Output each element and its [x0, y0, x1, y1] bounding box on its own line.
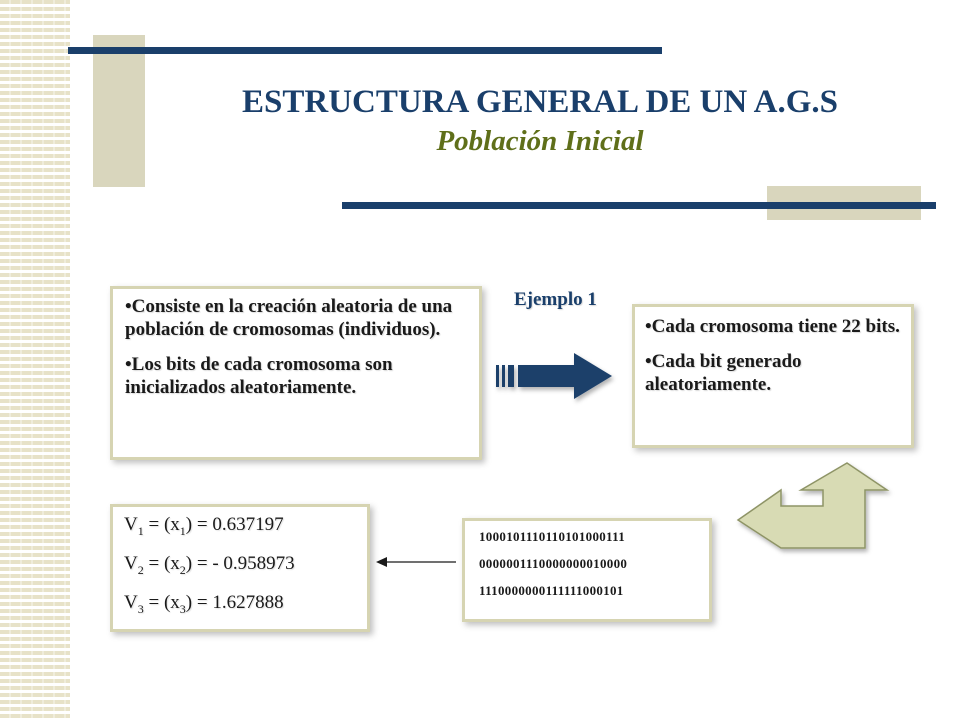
- left-stripe-border: [0, 0, 70, 720]
- chromosome-bits-box: [462, 518, 712, 622]
- value-row: $V_2 = (x_2)$ = - 0.958973: [124, 552, 295, 577]
- value-row: $V_1 = (x_1) = 0.637197$: [124, 514, 284, 538]
- value-number: 0.637197: [212, 514, 284, 535]
- value-number: - 0.958973: [212, 552, 295, 574]
- chromosome-bits-row: 1000101110110101000111: [479, 529, 626, 544]
- value-number: 1.627888: [212, 591, 284, 613]
- description-bullet-2: • Los bits de cada cromosoma son inicializados aleatoriamente.: [125, 353, 467, 399]
- description-box: [110, 286, 482, 460]
- striped-right-arrow-icon: [492, 350, 620, 406]
- chromosome-info-box: [632, 304, 914, 448]
- u-turn-arrow-icon: [735, 460, 895, 560]
- chromosome-bits-row: 0000001110000000010000: [479, 556, 628, 571]
- example-label: Ejemplo 1: [514, 289, 597, 310]
- chromosome-bullet-1: • Cada cromosoma tiene 22 bits.: [645, 315, 901, 338]
- chromosome-bits-row: 1110000000111111000101: [479, 583, 624, 598]
- title-accent-block-left: [93, 35, 145, 187]
- description-bullet-1: • Consiste en la creación aleatoria de una población de cromosomas (individuos).: [125, 295, 467, 341]
- title-accent-line-top: [68, 47, 662, 54]
- values-box: [110, 504, 370, 632]
- slide-subtitle: Población Inicial: [436, 125, 644, 157]
- slide-title: ESTRUCTURA GENERAL DE UN A.G.S: [242, 84, 838, 120]
- thin-left-arrow-icon: [376, 555, 458, 569]
- title-accent-line-bottom: [342, 202, 936, 209]
- chromosome-bullet-2: • Cada bit generado aleatoriamente.: [645, 350, 901, 396]
- value-row: $V_3 = (x_3) = 1.627888$: [124, 591, 284, 616]
